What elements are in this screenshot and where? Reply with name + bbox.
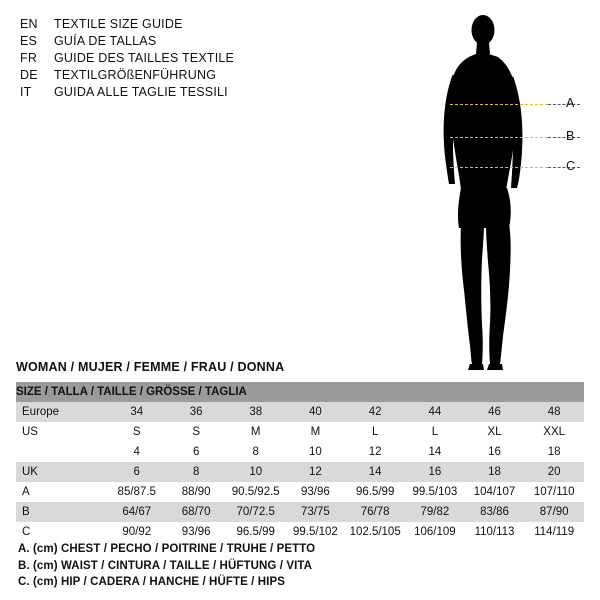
table-cell: 8 [167,462,226,482]
language-code: FR [20,51,38,65]
table-cell: 8 [226,442,286,462]
table-cell: XXL [524,422,584,442]
table-cell: 93/96 [167,522,226,542]
table-cell: 85/87.5 [107,482,167,502]
measure-line-b [450,137,548,138]
table-cell: M [286,422,346,442]
table-cell: 73/75 [286,502,346,522]
table-cell: 93/96 [286,482,346,502]
table-cell: 6 [167,442,226,462]
table-cell: 34 [107,402,167,422]
row-label: UK [16,462,107,482]
table-cell: 36 [167,402,226,422]
table-cell: 107/110 [524,482,584,502]
table-cell: 87/90 [524,502,584,522]
table-cell: 99.5/102 [286,522,346,542]
table-header-row [16,382,584,402]
row-label: C [16,522,107,542]
language-text: TEXTILE SIZE GUIDE [54,17,183,31]
table-cell: XL [465,422,525,442]
table-cell: 99.5/103 [405,482,465,502]
table-cell: 83/86 [465,502,525,522]
table-cell: 102.5/105 [345,522,405,542]
table-cell: 14 [345,462,405,482]
table-cell: 68/70 [167,502,226,522]
table-cell: 96.5/99 [226,522,286,542]
table-cell: 64/67 [107,502,167,522]
measure-line-c-extension [548,167,580,168]
table-cell: 18 [524,442,584,462]
table-cell: 38 [226,402,286,422]
table-cell: 16 [405,462,465,482]
table-cell: 106/109 [405,522,465,542]
table-cell: 46 [465,402,525,422]
table-cell: 42 [345,402,405,422]
table-cell: 12 [286,462,346,482]
table-cell: M [226,422,286,442]
table-cell: 76/78 [345,502,405,522]
table-cell: 10 [286,442,346,462]
row-label: B [16,502,107,522]
table-cell: 44 [405,402,465,422]
table-cell: 90.5/92.5 [226,482,286,502]
row-label: US [16,422,107,442]
table-row [16,462,584,482]
table-cell: L [405,422,465,442]
table-cell: 14 [405,442,465,462]
table-cell: 79/82 [405,502,465,522]
table-cell: S [107,422,167,442]
table-cell: 70/72.5 [226,502,286,522]
table-row [16,442,584,462]
measure-line-a-extension [548,104,580,105]
table-cell: 10 [226,462,286,482]
figure-area [420,8,590,378]
measure-line-b-extension [548,137,580,138]
language-text: GUÍA DE TALLAS [54,34,157,48]
measure-line-a [450,104,548,105]
table-cell: 96.5/99 [345,482,405,502]
table-caption: WOMAN / MUJER / FEMME / FRAU / DONNA [16,360,285,374]
female-body-silhouette-icon [420,8,590,378]
table-cell: 110/113 [465,522,525,542]
language-code: EN [20,17,38,31]
language-row [20,50,320,67]
row-label: A [16,482,107,502]
language-row [20,16,320,33]
row-label: Europe [16,402,107,422]
note-waist: B. (cm) WAIST / CINTURA / TAILLE / HÜFTUNG / VITA [18,559,313,572]
note-chest: A. (cm) CHEST / PECHO / POITRINE / TRUHE / PETTO [18,543,316,555]
table-cell: 4 [107,442,167,462]
measure-line-c [450,167,548,168]
language-text: GUIDE DES TAILLES TEXTILE [54,51,235,65]
row-label [16,442,107,462]
language-row [20,67,320,84]
size-table [16,382,584,542]
table-cell: 114/119 [524,522,584,542]
table-row [16,402,584,422]
table-row [16,422,584,442]
table-cell: S [167,422,226,442]
measure-label-c: C [566,159,576,173]
table-cell: 6 [107,462,167,482]
measure-label-a: A [566,96,575,110]
language-code: ES [20,34,38,48]
language-text: TEXTILGRÖßENFÜHRUNG [54,68,217,82]
table-row [16,502,584,522]
table-cell: 88/90 [167,482,226,502]
table-cell: 90/92 [107,522,167,542]
measure-label-b: B [566,129,575,143]
language-row [20,84,320,101]
table-cell: 16 [465,442,525,462]
table-cell: 18 [465,462,525,482]
table-cell: 20 [524,462,584,482]
table-cell: L [345,422,405,442]
language-code: IT [20,85,32,99]
language-list [20,16,320,101]
language-row [20,33,320,50]
measurement-notes [18,541,315,591]
table-cell: 48 [524,402,584,422]
language-code: DE [20,68,38,82]
table-cell: 12 [345,442,405,462]
note-hip: C. (cm) HIP / CADERA / HANCHE / HÜFTE / HIPS [18,576,286,588]
table-row [16,482,584,502]
table-cell: 104/107 [465,482,525,502]
language-text: GUIDA ALLE TAGLIE TESSILI [54,85,228,99]
table-row [16,522,584,542]
table-header-label: SIZE / TALLA / TAILLE / GRÖSSE / TAGLIA [16,382,584,402]
table-cell: 40 [286,402,346,422]
